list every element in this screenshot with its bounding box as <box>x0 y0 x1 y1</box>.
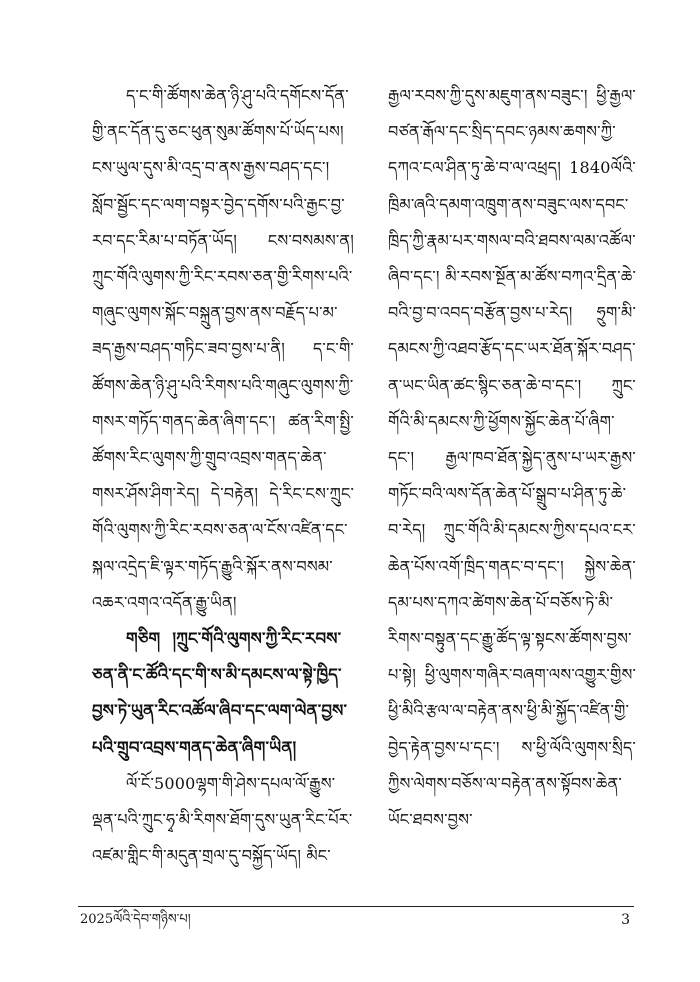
footer-rule <box>78 906 634 907</box>
left-column <box>92 78 354 874</box>
page-footer <box>80 908 630 932</box>
section-heading-text: །ཀྲུང་གོའི་ལུགས་ཀྱི་རིང་རབས་ཅན་ནི་ང་ཚོའི་དང་གི་ས་མི་དམངས་ལ་སྟེ་ཁྱིད་བྱས་ཏེ་ཡུན་རིང་འཚོལ་ཞིབ་དང་ལག་ལེན་བྱས་པའི་གྲུབ་འབྲས་གནད་ཆེན་ཞིག་ཡིན། <box>92 629 348 757</box>
right-column-text: རྒྱལ་རབས་ཀྱི་དུས་མཇུག་ནས་བཟུང་། ཕྱི་རྒྱལ་བཙན་རྒོལ་དང་སྲིད་དབང་ཉམས་ཆགས་ཀྱི་དཀའ་ངལ་ཤིན་ཏུ་ཆེ་བ་ལ་འཕྲད། 1840ལོའི་ཁྲིམ་ཞའི་དམག་འཁྲུག་ནས་བཟུང་ལས་དབང་ཁྲིད་ཀྱི་རྣམ་པར་གསལ་བའི་ཐབས་ལམ་འཚོལ་ཞིབ་དང་། མི་རབས་སྔོན་མ་ཚོས་བཀའ་དྲིན་ཆེ་བའི་བྱ་བ་འབད་བརྩོན་བྱས་པ་རེད། ཧྲུག་མི་དམངས་ཀྱི་འཐབ་རྩོད་དང་ཡར་ཐོན་སྐོར་བཤད་ན་ཡང་ཡིན་ཚང་སྙིང་ཅན་ཆེ་བ་དང་། ཀྲུང་གོའི་མི་དམངས་ཀྱི་ཕྱོགས་སྐྱོང་ཆེན་པོ་ཞིག་དང་། རྒྱལ་ཁབ་ཐོན་སྐྱེད་ནུས་པ་ཡར་རྒྱས་གཏོང་བའི་ལས་དོན་ཆེན་པོ་སྒྲུབ་པ་ཤིན་ཏུ་ཆེ་བ་རེད། ཀྲུང་གོའི་མི་དམངས་ཀྱིས་དཔའ་ངར་ཆེན་པོས་འགོ་ཁྲིད་གནང་བ་དང་། སྐྱེས་ཆེན་དམ་པས་དཀའ་ཚེགས་ཆེན་པོ་བཅོས་ཏེ་མི་རིགས་བསྟུན་དང་རྒྱུ་ཚོད་ལྟ་སྟངས་ཚོགས་བྱས་པ་སྟེ། ཕྱི་ལུགས་གཞིར་བཞག་ལས་འགྱུར་གྱིས་ཕྱི་མིའི་རྩལ་ལ་བརྟེན་ནས་ཕྱི་མི་སྐྱོད་འཛིན་གྱི་བྱེད་རྟེན་བྱས་པ་དང་། ས་ཕྱི་ལོའི་ལུགས་སྲིད་ཀྱིས་ལེགས་བཅོས་ལ་བརྟེན་ནས་སྟོབས་ཆེན་ཡོང་ཐབས་བྱས་ <box>388 86 636 830</box>
right-column <box>388 78 636 838</box>
page-number: 3 <box>621 912 630 928</box>
paragraph-2: ལོ་ངོ་5000ལྷག་གི་ཤེས་དཔལ་ལོ་རྒྱུས་ལྡན་པའི་ཀྲུང་ཧྭ་མི་རིགས་ཐོག་དུས་ཡུན་རིང་པོར་འཛམ་གླིང་གི་མདུན་གྲལ་དུ་བསྐྱོད་ཡོད། མིང་ <box>92 773 353 866</box>
section-number: གཅིག <box>126 629 161 649</box>
issue-label: 2025ལོའི་དེབ་གཉིས་པ། <box>80 912 191 927</box>
section-heading <box>92 621 354 766</box>
paragraph-1: ད་ང་གི་ཚོགས་ཆེན་ཉི་ཤུ་པའི་དགོངས་དོན་གྱི་ནང་དོན་དུ་ཅང་ཕུན་སུམ་ཚོགས་པོ་ཡོད་པས། ངས་ཡུལ་དུས་མི་འདྲ་བ་ནས་རྒྱས་བཤད་དང་། སློབ་སྦྱོང་དང་ལག་བསྟར་བྱེད་དགོས་པའི་རྒྱང་བྱ་རབ་དང་རིམ་པ་བཏོན་ཡོད། ངས་བསམས་ན། ཀྲུང་གོའི་ལུགས་ཀྱི་རིང་རབས་ཅན་གྱི་རིགས་པའི་གཞུང་ལུགས་སྐོང་བསྐྲུན་བྱས་ནས་བརྗོད་པ་མ་ཟད་རྒྱས་བཤད་གཏིང་ཟབ་བྱས་པ་ནི། ད་ང་གི་ཚོགས་ཆེན་ཉི་ཤུ་པའི་རིགས་པའི་གཞུང་ལུགས་ཀྱི་གསར་གཏོད་གནད་ཆེན་ཞིག་དང་། ཚན་རིག་སྤྱི་ཚོགས་རིང་ལུགས་ཀྱི་གྲུབ་འབྲས་གནད་ཆེན་གསར་ཤོས་ཤིག་རེད། དེ་བརྟེན། དེ་རིང་ངས་ཀྲུང་གོའི་ལུགས་ཀྱི་རིང་རབས་ཅན་ལ་ངོས་འཛིན་དང་སྐལ་འདྲེད་ཇི་ལྟར་གཏོད་རྒྱུའི་སྐོར་ནས་བསམ་འཆར་འགའ་འདོན་རྒྱུ་ཡིན། <box>92 86 354 612</box>
